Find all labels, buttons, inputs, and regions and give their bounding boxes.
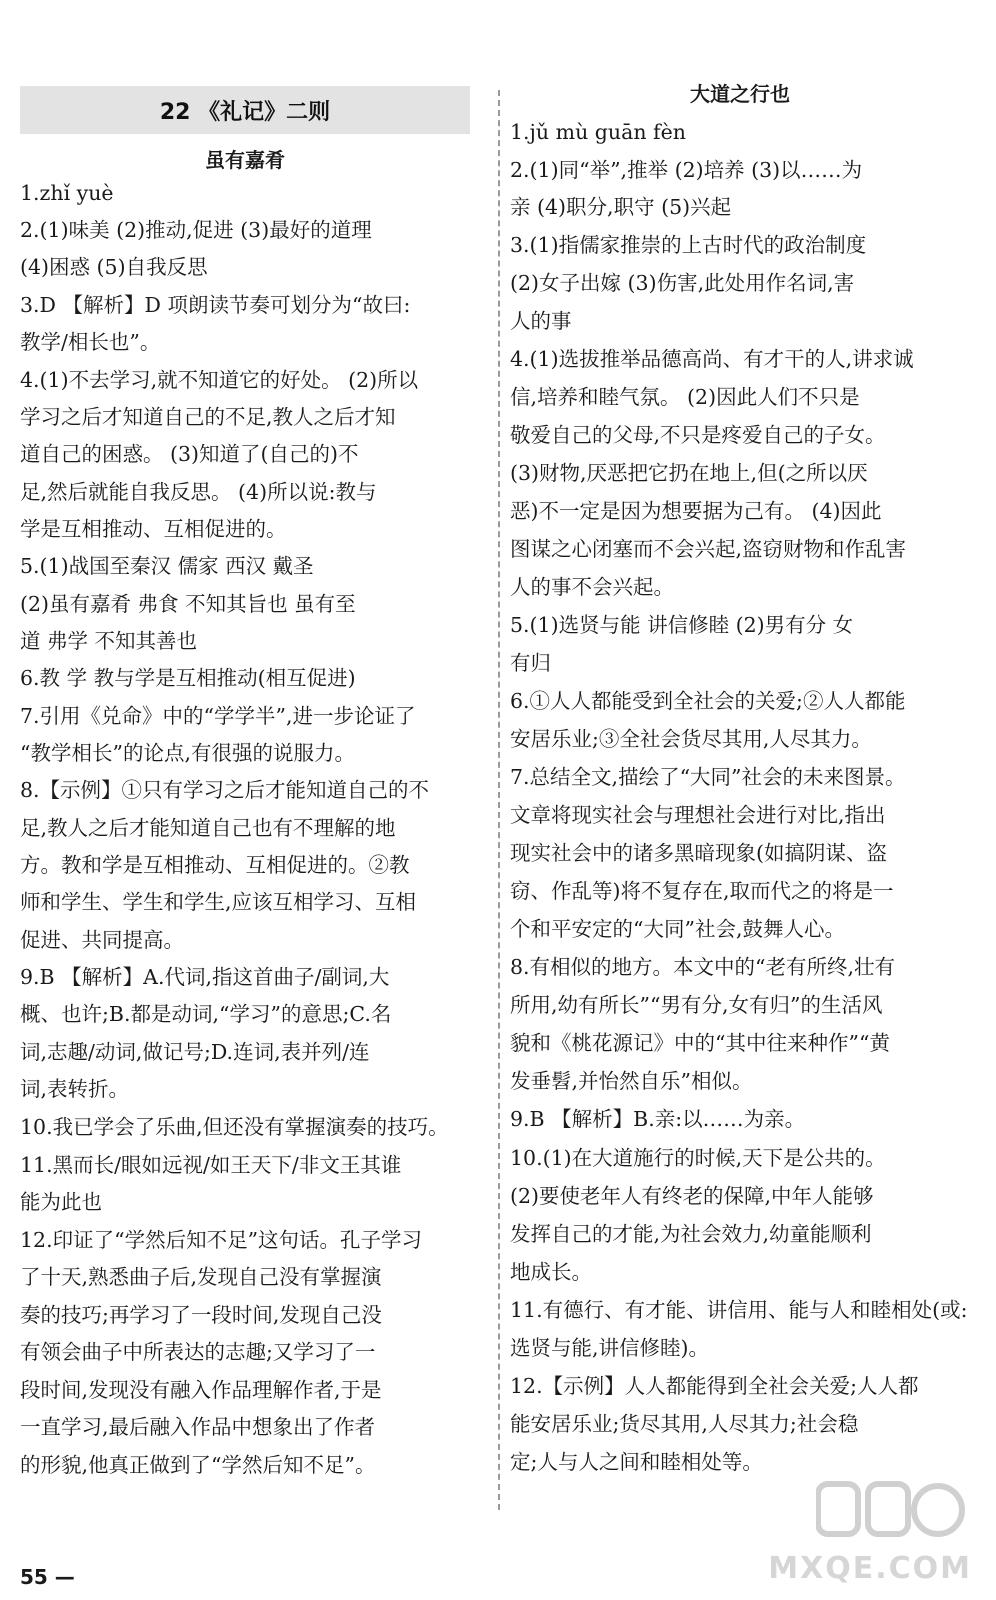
answer-line: 8.有相似的地方。本文中的“老有所终,壮有 [510, 955, 896, 979]
answer-line: 词,表转折。 [20, 1077, 130, 1101]
answer-line: 定;人与人之间和睦相处等。 [510, 1450, 763, 1474]
answer-line: 发垂髫,并怡然自乐”相似。 [510, 1069, 753, 1093]
answer-line: 5.(1)战国至秦汉 儒家 西汉 戴圣 [20, 554, 314, 578]
answer-line: 方。教和学是互相推动、互相促进的。②教 [20, 853, 410, 877]
answer-line: 教学/相长也”。 [20, 330, 161, 354]
answer-line: 3.D 【解析】D 项朗读节奏可划分为“故曰: [20, 293, 411, 317]
answer-line: 9.B 【解析】B.亲:以……为亲。 [510, 1107, 806, 1131]
answer-line: 7.引用《兑命》中的“学学半”,进一步论证了 [20, 704, 416, 728]
answer-line: 5.(1)选贤与能 讲信修睦 (2)男有分 女 [510, 613, 854, 637]
answer-line: 敬爱自己的父母,不只是疼爱自己的子女。 [510, 423, 886, 447]
answer-line: 4.(1)不去学习,就不知道它的好处。 (2)所以 [20, 368, 419, 392]
answer-line: 学习之后才知道自己的不足,教人之后才知 [20, 405, 396, 429]
answer-line: 10.我已学会了乐曲,但还没有掌握演奏的技巧。 [20, 1115, 449, 1139]
answer-line: 概、也许;B.都是动词,“学习”的意思;C.名 [20, 1002, 392, 1026]
answer-line: 人的事不会兴起。 [510, 575, 674, 599]
answer-line: 2.(1)同“举”,推举 (2)培养 (3)以……为 [510, 158, 863, 182]
answer-line: 道 弗学 不知其善也 [20, 629, 198, 653]
answer-line: 安居乐业;③全社会货尽其用,人尽其力。 [510, 727, 872, 751]
watermark-url: MXQE.COM [768, 1551, 972, 1586]
answer-line: 个和平安定的“大同”社会,鼓舞人心。 [510, 917, 845, 941]
answer-line: 12.印证了“学然后知不足”这句话。孔子学习 [20, 1228, 423, 1252]
answer-line: 地成长。 [510, 1260, 592, 1284]
answer-line: 奏的技巧;再学习了一段时间,发现自己没 [20, 1303, 382, 1327]
answer-line: 10.(1)在大道施行的时候,天下是公共的。 [510, 1146, 886, 1170]
answer-line: 12.【示例】人人都能得到全社会关爱;人人都 [510, 1374, 919, 1398]
subtitle-right: 大道之行也 [690, 82, 790, 106]
answer-line: (3)财物,厌恶把它扔在地上,但(之所以厌 [510, 461, 868, 485]
answer-line: 能为此也 [20, 1190, 102, 1214]
answer-line: 貌和《桃花源记》中的“其中往来种作”“黄 [510, 1031, 890, 1055]
page-number: 55 — [20, 1565, 75, 1589]
answer-line: 词,志趣/动词,做记号;D.连词,表并列/连 [20, 1040, 370, 1064]
answer-line: 道自己的困惑。 (3)知道了(自己的)不 [20, 442, 359, 466]
answer-line: 有归 [510, 651, 551, 675]
column-divider [498, 90, 500, 1510]
answer-line: 恶)不一定是因为想要据为己有。 (4)因此 [510, 499, 882, 523]
subtitle-left: 虽有嘉肴 [205, 148, 285, 172]
answer-line: 文章将现实社会与理想社会进行对比,指出 [510, 803, 886, 827]
answer-line: 发挥自己的才能,为社会效力,幼童能顺利 [510, 1222, 872, 1246]
answer-line: 人的事 [510, 309, 572, 333]
section-title: 22 《礼记》二则 [20, 86, 470, 134]
watermark-logo-icon [816, 1480, 966, 1540]
answer-line: 学是互相推动、互相促进的。 [20, 517, 287, 541]
answer-line: 亲 (4)职分,职守 (5)兴起 [510, 195, 732, 219]
answer-line: (2)虽有嘉肴 弗食 不知其旨也 虽有至 [20, 592, 356, 616]
answer-line: 师和学生、学生和学生,应该互相学习、互相 [20, 890, 417, 914]
answer-line: 的形貌,他真正做到了“学然后知不足”。 [20, 1453, 376, 1477]
answer-line: 1.zhǐ yuè [20, 181, 114, 205]
answer-line: 有领会曲子中所表达的志趣;又学习了一 [20, 1340, 376, 1364]
answer-line: 8.【示例】①只有学习之后才能知道自己的不 [20, 778, 430, 802]
answer-line: (2)女子出嫁 (3)伤害,此处用作名词,害 [510, 271, 855, 295]
answer-line: 选贤与能,讲信修睦)。 [510, 1336, 710, 1360]
answer-line: (4)困惑 (5)自我反思 [20, 255, 208, 279]
answer-line: 足,然后就能自我反思。 (4)所以说:教与 [20, 480, 377, 504]
answer-line: 促进、共同提高。 [20, 928, 184, 952]
answer-line: 能安居乐业;货尽其用,人尽其力;社会稳 [510, 1412, 859, 1436]
answer-line: 信,培养和睦气氛。 (2)因此人们不只是 [510, 385, 860, 409]
answer-line: “教学相长”的论点,有很强的说服力。 [20, 741, 355, 765]
answer-line: 1.jǔ mù guān fèn [510, 120, 686, 144]
answer-line: 4.(1)选拔推举品德高尚、有才干的人,讲求诚 [510, 347, 914, 371]
answer-line: 足,教人之后才能知道自己也有不理解的地 [20, 816, 396, 840]
answer-line: 11.有德行、有才能、讲信用、能与人和睦相处(或: [510, 1298, 968, 1322]
answer-line: 11.黑而长/眼如远视/如王天下/非文王其谁 [20, 1153, 402, 1177]
answer-line: 窃、作乱等)将不复存在,取而代之的将是一 [510, 879, 894, 903]
answer-line: 所用,幼有所长”“男有分,女有归”的生活风 [510, 993, 883, 1017]
answer-line: 7.总结全文,描绘了“大同”社会的未来图景。 [510, 765, 906, 789]
answer-line: 一直学习,最后融入作品中想象出了作者 [20, 1415, 376, 1439]
answer-line: 6.教 学 教与学是互相推动(相互促进) [20, 666, 356, 690]
answer-line: 了十天,熟悉曲子后,发现自己没有掌握演 [20, 1265, 382, 1289]
answer-line: (2)要使老年人有终老的保障,中年人能够 [510, 1184, 874, 1208]
answer-line: 3.(1)指儒家推崇的上古时代的政治制度 [510, 233, 867, 257]
answer-line: 6.①人人都能受到全社会的关爱;②人人都能 [510, 689, 906, 713]
answer-line: 段时间,发现没有融入作品理解作者,于是 [20, 1378, 382, 1402]
answer-line: 图谋之心闭塞而不会兴起,盗窃财物和作乱害 [510, 537, 907, 561]
answer-line: 9.B 【解析】A.代词,指这首曲子/副词,大 [20, 965, 390, 989]
answer-line: 2.(1)味美 (2)推动,促进 (3)最好的道理 [20, 218, 372, 242]
answer-line: 现实社会中的诸多黑暗现象(如搞阴谋、盗 [510, 841, 887, 865]
